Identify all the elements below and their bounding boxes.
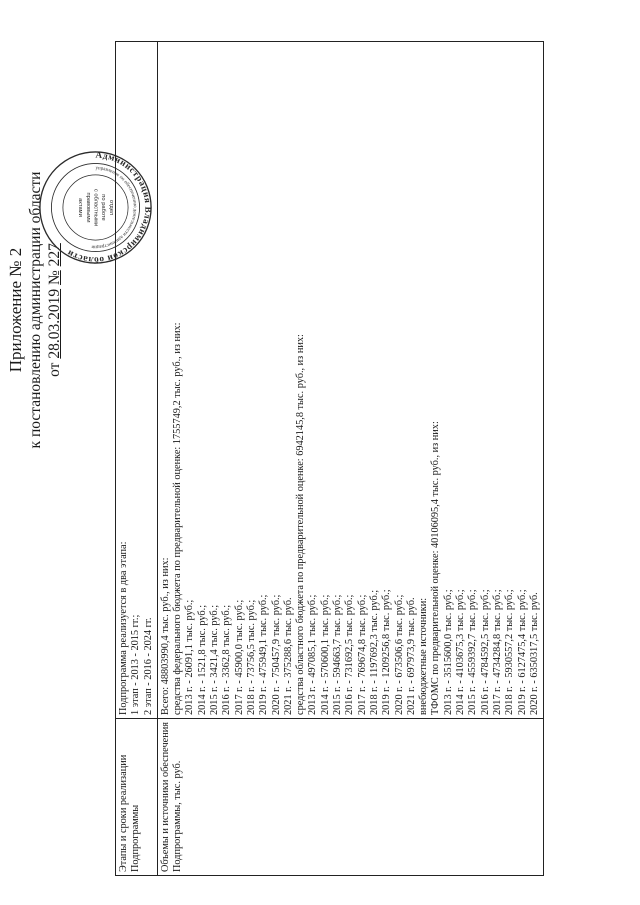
content-line: 2017 г. - 769674,8 тыс. руб.;	[356, 594, 368, 715]
content-line: Всего: 48803990,4 тыс. руб., из них:	[159, 557, 171, 715]
content-line: 2 этап - 2016 - 2024 гг.	[142, 617, 154, 715]
content-line: 2013 г. - 497085,1 тыс. руб.;	[307, 594, 319, 715]
content-line: 2014 г. - 570600,1 тыс. руб.;	[319, 594, 331, 715]
content-line: средства областного бюджета по предварительной оценке: 6942145,8 тыс. руб., из них:	[295, 334, 307, 715]
stamp-inner-text: управление по обеспечению деятельности администрации	[91, 166, 137, 249]
content-line: 2017 г. - 45900,0 тыс. руб.;	[233, 599, 245, 715]
content-line: 2015 г. - 3421,4 тыс. руб.;	[209, 604, 221, 715]
content-line: 2013 г. - 26091,1 тыс. руб.;	[184, 599, 196, 715]
row-label: Этапы и сроки реализации Подпрограммы	[116, 719, 158, 876]
content-line: 1 этап - 2013 - 2015 гг.;	[130, 614, 142, 715]
content-line: 2015 г. - 594663,7 тыс. руб.;	[332, 594, 344, 715]
resolution-reference: к постановлению администрации области	[27, 171, 44, 449]
row-content	[157, 42, 543, 719]
content-line: 2019 г. - 6127475,4 тыс. руб.;	[516, 589, 528, 715]
row-content	[116, 42, 158, 719]
content-line: Подпрограмма реализуется в два этапа:	[118, 541, 129, 715]
content-line: 2018 г. - 1197692,3 тыс. руб.;	[368, 589, 380, 715]
content-line: 2019 г. - 475949,1 тыс. руб.;	[258, 594, 270, 715]
stamp-center-line: правовыми	[84, 192, 91, 223]
table-row	[157, 42, 543, 876]
content-line: 2015 г. - 4559392,7 тыс. руб.;	[467, 589, 479, 715]
content-line: 2016 г. - 731692,5 тыс. руб.;	[344, 594, 356, 715]
content-line: 2019 г. - 1209256,8 тыс. руб.;	[381, 589, 393, 715]
content-line: 2018 г. - 5930557,2 тыс. руб.;	[504, 589, 516, 715]
content-line: 2020 г. - 6350317,5 тыс. руб.	[528, 592, 540, 715]
content-line: 2020 г. - 673506,6 тыс. руб.;	[393, 594, 405, 715]
stamp-outer-text: Администрация Владимирской области	[64, 150, 153, 265]
table-row	[116, 42, 158, 876]
content-line: внебюджетные источники:	[418, 597, 430, 715]
content-line: 2020 г. - 750457,9 тыс. руб.;	[270, 594, 282, 715]
content-line: 2016 г. - 4784592,5 тыс. руб.;	[479, 589, 491, 715]
appendix-title: Приложение № 2	[6, 247, 25, 373]
number-label: №	[46, 270, 63, 286]
content-line: 2014 г. - 1521,8 тыс. руб.;	[196, 604, 208, 715]
stamp-center-line: с областными	[92, 188, 99, 227]
content-line: 2016 г. - 3362,8 тыс. руб.;	[221, 604, 233, 715]
content-line: средства федерального бюджета по предварительной оценке: 1755749,2 тыс. руб., из них:	[172, 322, 184, 715]
from-label: от	[46, 362, 63, 377]
content-line: 2018 г. - 73756,5 тыс. руб.;	[245, 599, 257, 715]
content-line: 2021 г. - 697973,9 тыс. руб.	[405, 597, 417, 715]
content-line: ТФОМС по предварительной оценке: 40106095,4 тыс. руб., из них:	[430, 421, 442, 715]
content-line: 2013 г. - 3515600,0 тыс. руб.;	[442, 589, 454, 715]
content-line: 2014 г. - 4103675,3 тыс. руб.;	[455, 589, 467, 715]
resolution-date: 28.03.2019	[46, 288, 63, 359]
resolution-number: 227	[46, 243, 63, 267]
subprogram-passport-table	[115, 41, 544, 876]
stamp-center-line: актами	[77, 198, 84, 217]
stamp-center-line: по работе	[100, 194, 107, 221]
content-line: 2017 г. - 4734284,8 тыс. руб.;	[491, 589, 503, 715]
row-label: Объемы и источники обеспечения Подпрограммы, тыс. руб.	[157, 719, 543, 876]
stamp-center-line: отдел	[107, 199, 114, 216]
content-line: 2021 г. - 375288,6 тыс. руб.	[282, 597, 294, 715]
